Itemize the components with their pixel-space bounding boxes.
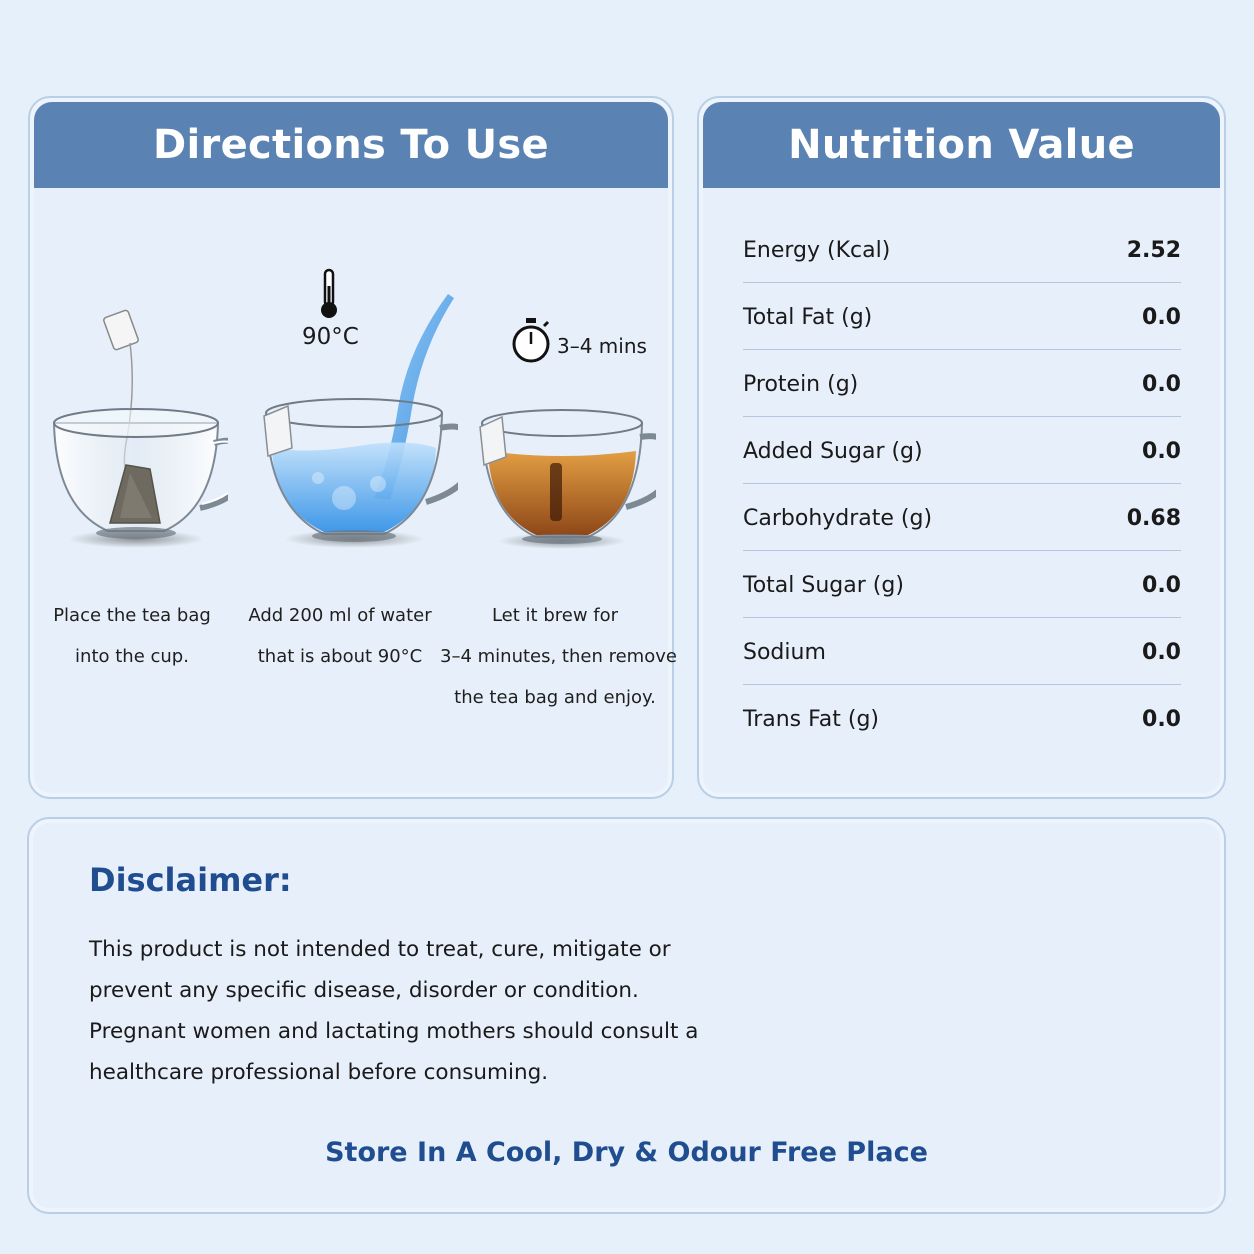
nutrition-label: Trans Fat (g) bbox=[743, 707, 879, 732]
nutrition-label: Total Sugar (g) bbox=[743, 572, 904, 598]
step-2-line-2: that is about 90°C bbox=[257, 646, 423, 667]
nutrition-row bbox=[743, 417, 1181, 484]
disclaimer-title: Disclaimer: bbox=[89, 861, 292, 899]
nutrition-value: 0.0 bbox=[1142, 304, 1181, 330]
disclaimer-line-4: healthcare professional before consuming. bbox=[89, 1060, 549, 1085]
time-label: 3–4 mins bbox=[557, 334, 647, 358]
nutrition-value: 0.0 bbox=[1142, 572, 1181, 598]
nutrition-row bbox=[743, 283, 1181, 350]
directions-title: Directions To Use bbox=[34, 102, 668, 188]
directions-panel bbox=[28, 96, 677, 799]
disclaimer-line-2: prevent any specific disease, disorder or condition. bbox=[89, 978, 639, 1003]
disclaimer-line-3: Pregnant women and lactating mothers should consult a bbox=[89, 1019, 699, 1044]
nutrition-panel bbox=[697, 96, 1226, 799]
nutrition-row bbox=[743, 216, 1181, 283]
step-3-line-3: the tea bag and enjoy. bbox=[454, 687, 656, 708]
nutrition-title: Nutrition Value bbox=[703, 102, 1220, 188]
step-1-caption bbox=[42, 595, 222, 677]
nutrition-label: Carbohydrate (g) bbox=[743, 505, 933, 531]
nutrition-value: 0.68 bbox=[1126, 505, 1181, 531]
glass-cup-with-tea-bag bbox=[48, 293, 228, 553]
nutrition-label: Sodium bbox=[743, 639, 826, 665]
nutrition-value: 0.0 bbox=[1142, 438, 1181, 464]
nutrition-value: 2.52 bbox=[1126, 237, 1181, 263]
step-2-line-1: Add 200 ml of water bbox=[248, 605, 432, 626]
nutrition-label: Energy (Kcal) bbox=[743, 237, 891, 263]
nutrition-row bbox=[743, 685, 1181, 752]
nutrition-row bbox=[743, 484, 1181, 551]
step-1-line-2: into the cup. bbox=[75, 646, 189, 667]
nutrition-value: 0.0 bbox=[1142, 707, 1181, 732]
step-2-caption bbox=[240, 595, 440, 677]
step-3-line-1: Let it brew for bbox=[491, 605, 619, 626]
step-1-line-1: Place the tea bag bbox=[53, 605, 211, 626]
glass-cup-with-water bbox=[258, 288, 458, 553]
step-3-caption bbox=[440, 595, 677, 718]
nutrition-row bbox=[743, 551, 1181, 618]
nutrition-value: 0.0 bbox=[1142, 371, 1181, 397]
storage-note: Store In A Cool, Dry & Odour Free Place bbox=[325, 1137, 928, 1168]
nutrition-row bbox=[743, 618, 1181, 685]
nutrition-label: Protein (g) bbox=[743, 371, 859, 397]
glass-cup-with-brewed-tea bbox=[476, 403, 656, 553]
nutrition-label: Added Sugar (g) bbox=[743, 438, 923, 464]
temperature-label: 90°C bbox=[302, 324, 359, 350]
nutrition-value: 0.0 bbox=[1142, 639, 1181, 665]
disclaimer-line-1: This product is not intended to treat, cure, mitigate or bbox=[89, 937, 671, 962]
step-3-line-2: 3–4 minutes, then remove bbox=[440, 646, 677, 667]
nutrition-row bbox=[743, 350, 1181, 417]
nutrition-label: Total Fat (g) bbox=[743, 304, 873, 330]
stopwatch-icon bbox=[510, 316, 552, 366]
disclaimer-panel bbox=[27, 817, 1226, 1214]
nutrition-table bbox=[743, 216, 1181, 752]
disclaimer-body bbox=[89, 929, 809, 1093]
